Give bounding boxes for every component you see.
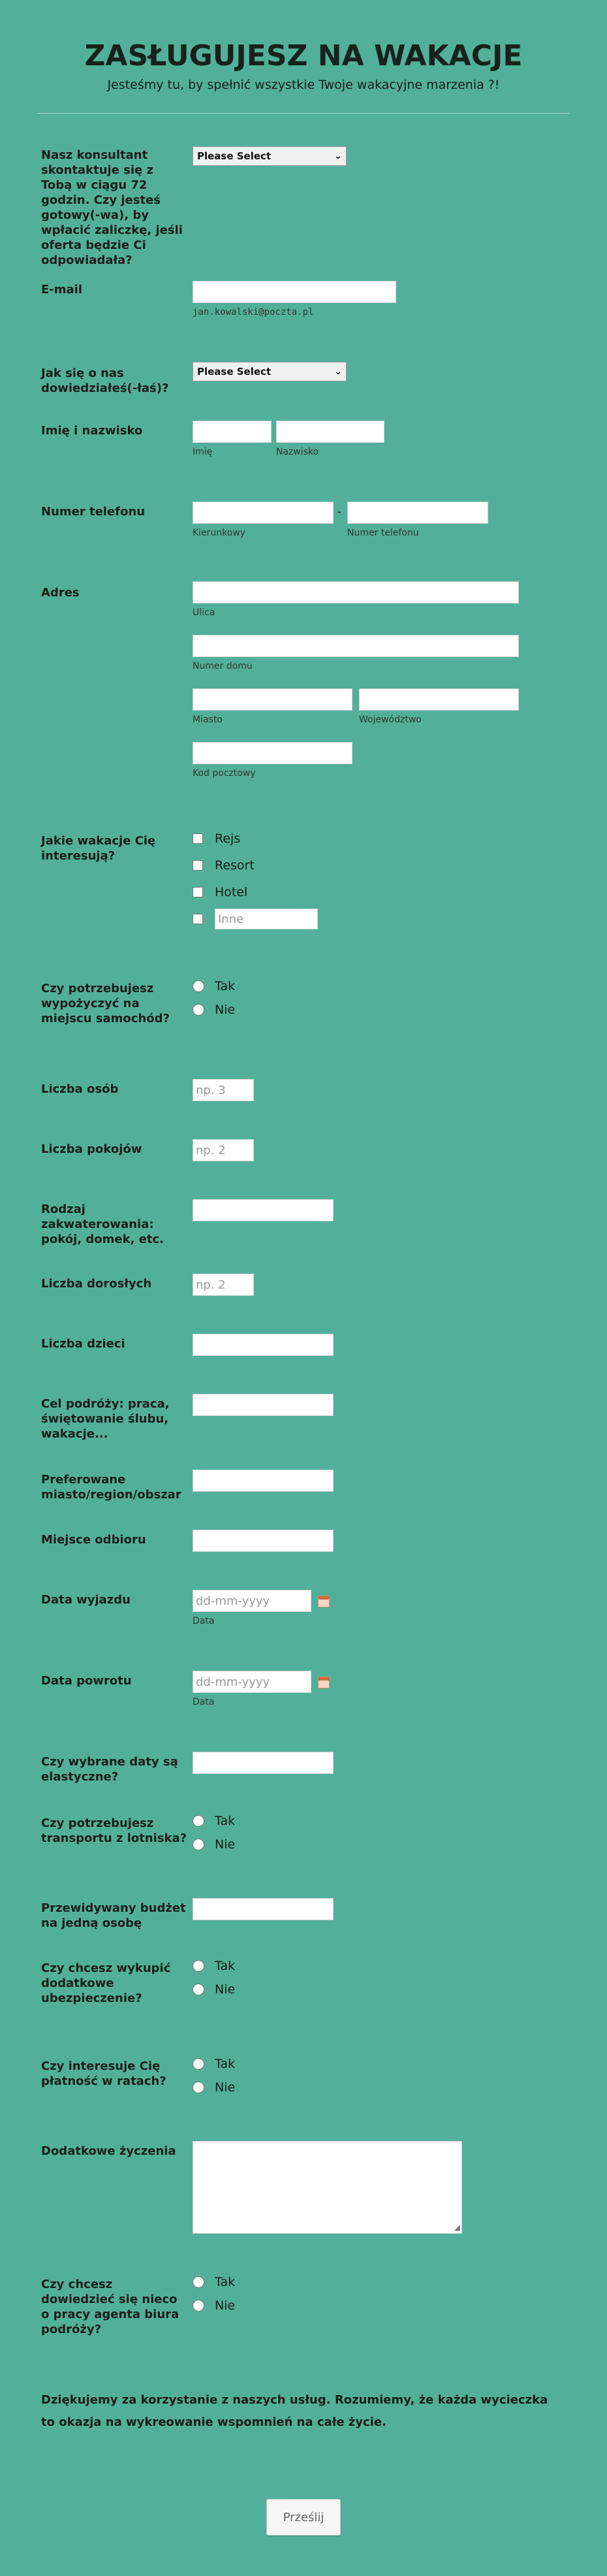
- agent-job-yes[interactable]: [193, 2270, 235, 2294]
- area-code-input[interactable]: [193, 502, 334, 524]
- vacation-other-input[interactable]: [215, 909, 318, 929]
- area-code-sublabel: Kierunkowy: [193, 528, 246, 538]
- radio-button[interactable]: [193, 2300, 204, 2311]
- resize-grip-icon[interactable]: ◢: [454, 2223, 460, 2232]
- vacation-option-resort[interactable]: [193, 854, 318, 877]
- submit-button[interactable]: Prześlij: [266, 2499, 341, 2536]
- flexible-label: Czy wybrane daty są elastyczne?: [41, 1755, 178, 1784]
- departure-sublabel: Data: [193, 1616, 215, 1626]
- radio-label: Tak: [215, 2057, 236, 2071]
- rooms-label: Liczba pokojów: [41, 1142, 142, 1156]
- vacation-type-label: Jakie wakacje Cię interesują?: [41, 834, 156, 863]
- wishes-textarea[interactable]: [193, 2141, 462, 2234]
- last-name-sublabel: Nazwisko: [276, 447, 319, 457]
- radio-button[interactable]: [193, 1004, 204, 1016]
- first-name-sublabel: Imię: [193, 447, 213, 457]
- radio-label: Tak: [215, 979, 236, 993]
- car-rental-no[interactable]: [193, 998, 235, 1022]
- page-title: ZASŁUGUJESZ NA WAKACJE: [84, 39, 523, 72]
- return-label: Data powrotu: [41, 1674, 132, 1688]
- accommodation-label: Rodzaj zakwaterowania: pokój, domek, etc.: [41, 1202, 164, 1246]
- radio-label: Tak: [215, 1814, 236, 1828]
- return-sublabel: Data: [193, 1697, 215, 1707]
- vacation-option-label: Hotel: [215, 885, 248, 899]
- street-input[interactable]: [193, 581, 519, 604]
- adults-label: Liczba dorosłych: [41, 1277, 152, 1291]
- radio-button[interactable]: [193, 2082, 204, 2093]
- radio-label: Nie: [215, 1837, 236, 1852]
- installments-yes[interactable]: [193, 2052, 235, 2076]
- insurance-yes[interactable]: [193, 1954, 235, 1978]
- accommodation-input[interactable]: [193, 1199, 334, 1221]
- radio-label: Nie: [215, 1982, 236, 1997]
- house-number-input[interactable]: [193, 635, 519, 657]
- checkbox[interactable]: [193, 860, 203, 871]
- thank-you-text: Dziękujemy za korzystanie z naszych usług. Rozumiemy, że każda wycieczka to okazja na wykreowanie wspomnień na całe życie.: [41, 2393, 548, 2429]
- children-input[interactable]: [193, 1334, 334, 1356]
- province-sublabel: Województwo: [359, 715, 422, 725]
- chevron-down-icon: ⌄: [334, 366, 342, 377]
- vacation-option-rejs[interactable]: [193, 827, 318, 850]
- first-name-input[interactable]: [193, 421, 272, 443]
- vacation-option-other[interactable]: [193, 907, 318, 931]
- flexible-input[interactable]: [193, 1752, 334, 1774]
- radio-button[interactable]: [193, 1984, 204, 1995]
- radio-label: Nie: [215, 1003, 236, 1017]
- destination-label: Preferowane miasto/region/obszar: [41, 1473, 181, 1502]
- city-input[interactable]: [193, 688, 352, 711]
- zip-sublabel: Kod pocztowy: [193, 768, 256, 779]
- email-input[interactable]: [193, 281, 396, 303]
- pickup-label: Miejsce odbioru: [41, 1533, 146, 1547]
- departure-date-input[interactable]: [193, 1590, 311, 1612]
- purpose-label: Cel podróży: praca, świętowanie ślubu, wakacje...: [41, 1397, 170, 1441]
- vacation-option-label: Resort: [215, 858, 255, 873]
- adults-input[interactable]: [193, 1274, 254, 1296]
- pickup-input[interactable]: [193, 1530, 334, 1552]
- children-label: Liczba dzieci: [41, 1337, 125, 1351]
- province-input[interactable]: [359, 688, 519, 711]
- page-subtitle: Jesteśmy tu, by spełnić wszystkie Twoje wakacyjne marzenia ?!: [107, 78, 500, 92]
- radio-label: Tak: [215, 2275, 236, 2289]
- checkbox[interactable]: [193, 887, 203, 897]
- name-label: Imię i nazwisko: [41, 424, 143, 438]
- return-date-input[interactable]: [193, 1671, 311, 1693]
- email-sublabel: jan.kowalski@poczta.pl: [193, 307, 314, 317]
- radio-label: Nie: [215, 2080, 236, 2095]
- street-sublabel: Ulica: [193, 607, 215, 618]
- calendar-icon[interactable]: [318, 1596, 330, 1607]
- airport-yes[interactable]: [193, 1809, 235, 1833]
- checkbox[interactable]: [193, 914, 203, 924]
- consultant-select-value: Please Select: [197, 150, 272, 162]
- checkbox[interactable]: [193, 833, 203, 844]
- rooms-input[interactable]: [193, 1139, 254, 1161]
- consultant-label: Nasz konsultant skontaktuje się z Tobą w ciągu 72 godzin. Czy jesteś gotowy(-wa), by wpłacić zaliczkę, jeśli oferta będzie Ci odpowiadała?: [41, 148, 183, 267]
- radio-button[interactable]: [193, 2276, 204, 2288]
- city-sublabel: Miasto: [193, 715, 223, 725]
- zip-input[interactable]: [193, 742, 352, 764]
- vacation-option-label: Rejs: [215, 831, 241, 846]
- radio-label: Nie: [215, 2298, 236, 2313]
- airport-label: Czy potrzebujesz transportu z lotniska?: [41, 1816, 187, 1845]
- installments-label: Czy interesuje Cię płatność w ratach?: [41, 2059, 166, 2088]
- radio-button[interactable]: [193, 1815, 204, 1827]
- radio-button[interactable]: [193, 1960, 204, 1972]
- consultant-select[interactable]: [193, 146, 347, 166]
- installments-no[interactable]: [193, 2076, 235, 2099]
- vacation-form: [38, 0, 569, 2524]
- last-name-input[interactable]: [276, 421, 384, 443]
- header-divider: [38, 113, 569, 114]
- destination-input[interactable]: [193, 1470, 334, 1492]
- calendar-icon[interactable]: [318, 1677, 330, 1688]
- purpose-input[interactable]: [193, 1394, 334, 1416]
- radio-button[interactable]: [193, 2058, 204, 2070]
- radio-button[interactable]: [193, 1839, 204, 1850]
- people-input[interactable]: [193, 1079, 254, 1101]
- car-rental-yes[interactable]: [193, 974, 235, 998]
- budget-label: Przewidywany budżet na jedną osobę: [41, 1901, 186, 1930]
- source-label: Jak się o nas dowiedziałeś(-łaś)?: [41, 366, 169, 395]
- car-rental-label: Czy potrzebujesz wypożyczyć na miejscu samochód?: [41, 982, 170, 1025]
- source-select-value: Please Select: [197, 366, 272, 378]
- airport-no[interactable]: [193, 1833, 235, 1856]
- departure-label: Data wyjazdu: [41, 1593, 131, 1607]
- vacation-option-hotel[interactable]: [193, 880, 318, 904]
- agent-job-no[interactable]: [193, 2294, 235, 2317]
- insurance-no[interactable]: [193, 1978, 235, 2001]
- source-select[interactable]: [193, 362, 347, 381]
- insurance-label: Czy chcesz wykupić dodatkowe ubezpieczenie?: [41, 1961, 171, 2005]
- email-label: E-mail: [41, 283, 83, 297]
- house-number-sublabel: Numer domu: [193, 661, 253, 671]
- phone-label: Numer telefonu: [41, 505, 146, 519]
- budget-input[interactable]: [193, 1898, 334, 1920]
- radio-label: Tak: [215, 1959, 236, 1973]
- people-label: Liczba osób: [41, 1082, 119, 1096]
- radio-button[interactable]: [193, 980, 204, 992]
- wishes-label: Dodatkowe życzenia: [41, 2144, 176, 2158]
- phone-number-sublabel: Numer telefonu: [347, 528, 419, 538]
- phone-number-input[interactable]: [347, 502, 488, 524]
- chevron-down-icon: ⌄: [334, 151, 342, 161]
- agent-job-label: Czy chcesz dowiedzieć się nieco o pracy agenta biura podróży?: [41, 2278, 179, 2336]
- address-label: Adres: [41, 586, 80, 600]
- phone-separator: -: [337, 506, 341, 518]
